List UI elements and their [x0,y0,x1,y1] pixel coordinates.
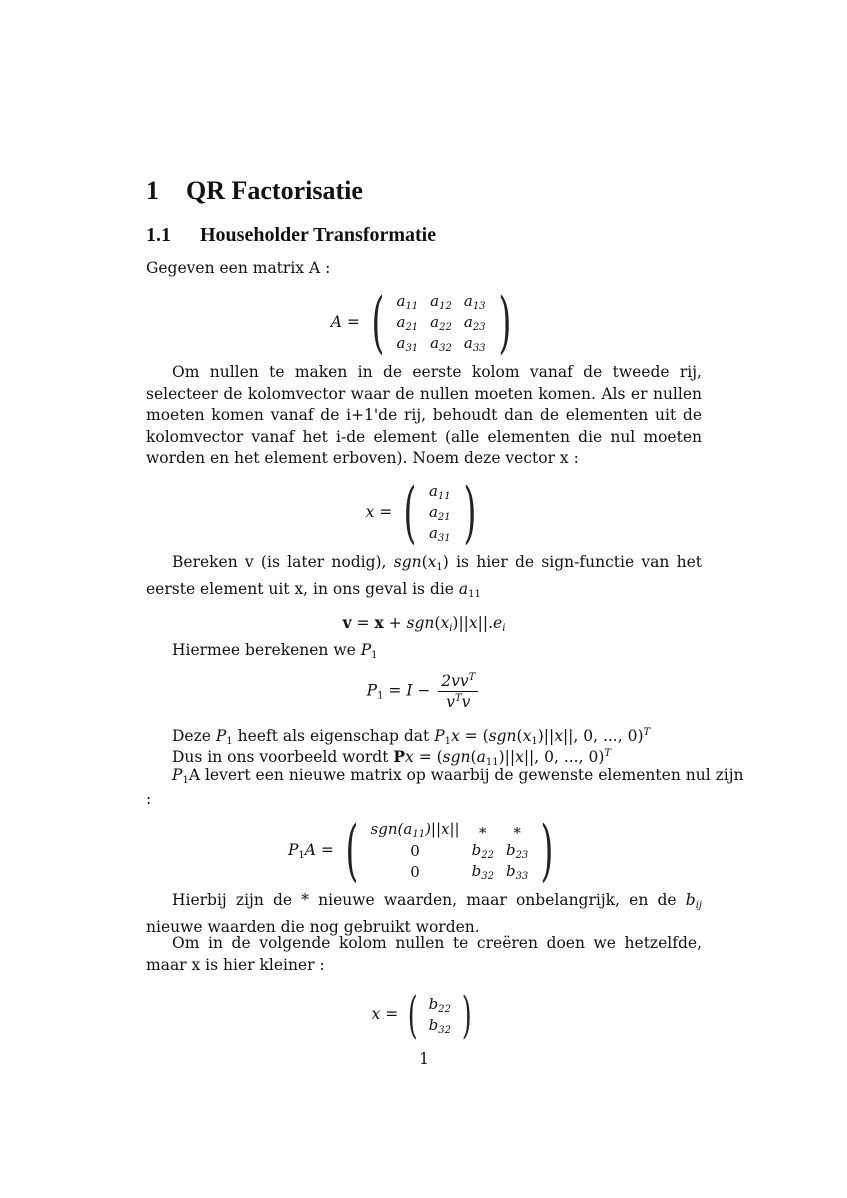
section-heading [146,176,363,206]
paragraph-new-values: Hierbij zijn de * nieuwe waarden, maar onbelangrijk, en de $b_{ij}$ nieuwe waarden die nog gebruikt worden. [146,891,702,936]
fraction-p1: $\frac{2vv^T}{v^Tv}$ [438,672,478,711]
paragraph-compute-v-part1: Bereken v (is later nodig), [172,553,394,571]
equation-v: $v = x + sgn(x_i)||x||.e_i$ [342,613,506,634]
subsection-heading [146,224,436,247]
line-example: Dus in ons voorbeeld wordt $Px = (sgn(a_{11})||x||$, 0, ..., 0)$^T$ [172,747,612,768]
vector-x2: ( $b_{22}$ $b_{32}$ ) [407,986,472,1044]
matrix-a: ( $a_{11}$ $a_{12}$ $a_{13}$ $a_{21}$ $a_{22}$ $a_{23}$ $a_{31}$ $a_{32}$ $a_{33}$ ) [371,284,511,361]
line-example-text: Dus in ons voorbeeld wordt [172,748,389,766]
line-p1a-text: levert een nieuwe matrix op waarbij de gewenste elementen nul zijn [204,766,744,784]
matrix-p1a: ( $sgn(a_{11})||x||$ ∗ ∗ 0 $b_{22}$ $b_{23}$ 0 $b_{32}$ $b_{33}$ ) [345,812,554,889]
line-compute-p1: Hiermee berekenen we $P_1$ [172,641,378,661]
paragraph-select-column: Om nullen te maken in de eerste kolom vanaf de tweede rij, selecteer de kolomvector waar de nullen moeten komen. Als er nullen moeten komen vanaf de i+1'de rij, behoudt dan de elementen uit de kolomvector vanaf het i-de element (alle elementen die nul moeten worden en het element erboven). Noem deze vector x : [146,363,702,467]
vector-x2-equation: x = ( $b_{22}$ $b_{32}$ ) [146,990,702,1040]
matrix-a-lhs: A [330,313,342,331]
page-number: 1 [419,1050,429,1068]
line-property-part2: heeft als eigenschap dat [237,727,430,745]
subsection-number: 1.1 [146,224,171,246]
vector-x: ( $a_{11}$ $a_{21}$ $a_{31}$ ) [403,474,476,551]
section-number: 1 [146,176,159,205]
line-p1a: $P_1A$ levert een nieuwe matrix op waarbij de gewenste elementen nul zijn [172,766,744,786]
line-property-part1: Deze [172,727,211,745]
paragraph-compute-v: Bereken v (is later nodig), $sgn(x_1)$ is hier de sign-functie van het eerste element uit x, in ons geval is die $a_{11}$ [146,553,702,600]
subsection-title: Householder Transformatie [200,224,437,246]
section-title: QR Factorisatie [186,176,363,205]
paragraph-new-values-part1: Hierbij zijn de * nieuwe waarden, maar onbelangrijk, en de [172,891,677,909]
paragraph-compute-v-part2: is hier de sign-functie van het eerste element uit x, in ons geval is die [146,553,702,598]
colon-line: : [146,790,152,808]
paragraph-next-column: Om in de volgende kolom nullen te creëren doen we hetzelfde, maar x is hier kleiner : [146,934,702,974]
paragraph-new-values-part2: nieuwe waarden die nog gebruikt worden. [146,917,480,936]
matrix-p1a-equation: $P_1A$ = ( $sgn(a_{11})||x||$ ∗ ∗ 0 $b_{22}$ $b_{23}$ 0 $b_{32}$ $b_{33}$ ) [146,818,702,884]
line-property: Deze $P_1$ heeft als eigenschap dat $P_1x = (sgn(x_1)||x||$, 0, ..., 0)$^T$ [172,727,651,747]
vector-x-equation: x = ( $a_{11}$ $a_{21}$ $a_{31}$ ) [146,480,702,546]
equation-p1: $P_1 = I$ − $\frac{2vv^T}{v^Tv}$ [146,672,702,711]
line-compute-p1-text: Hiermee berekenen we [172,641,356,659]
matrix-a-equation: A = ( $a_{11}$ $a_{12}$ $a_{13}$ $a_{21}$ $a_{22}$ $a_{23}$ $a_{31}$ $a_{32}$ $a_{33}$ ) [146,290,702,356]
intro-text: Gegeven een matrix A : [146,259,331,277]
